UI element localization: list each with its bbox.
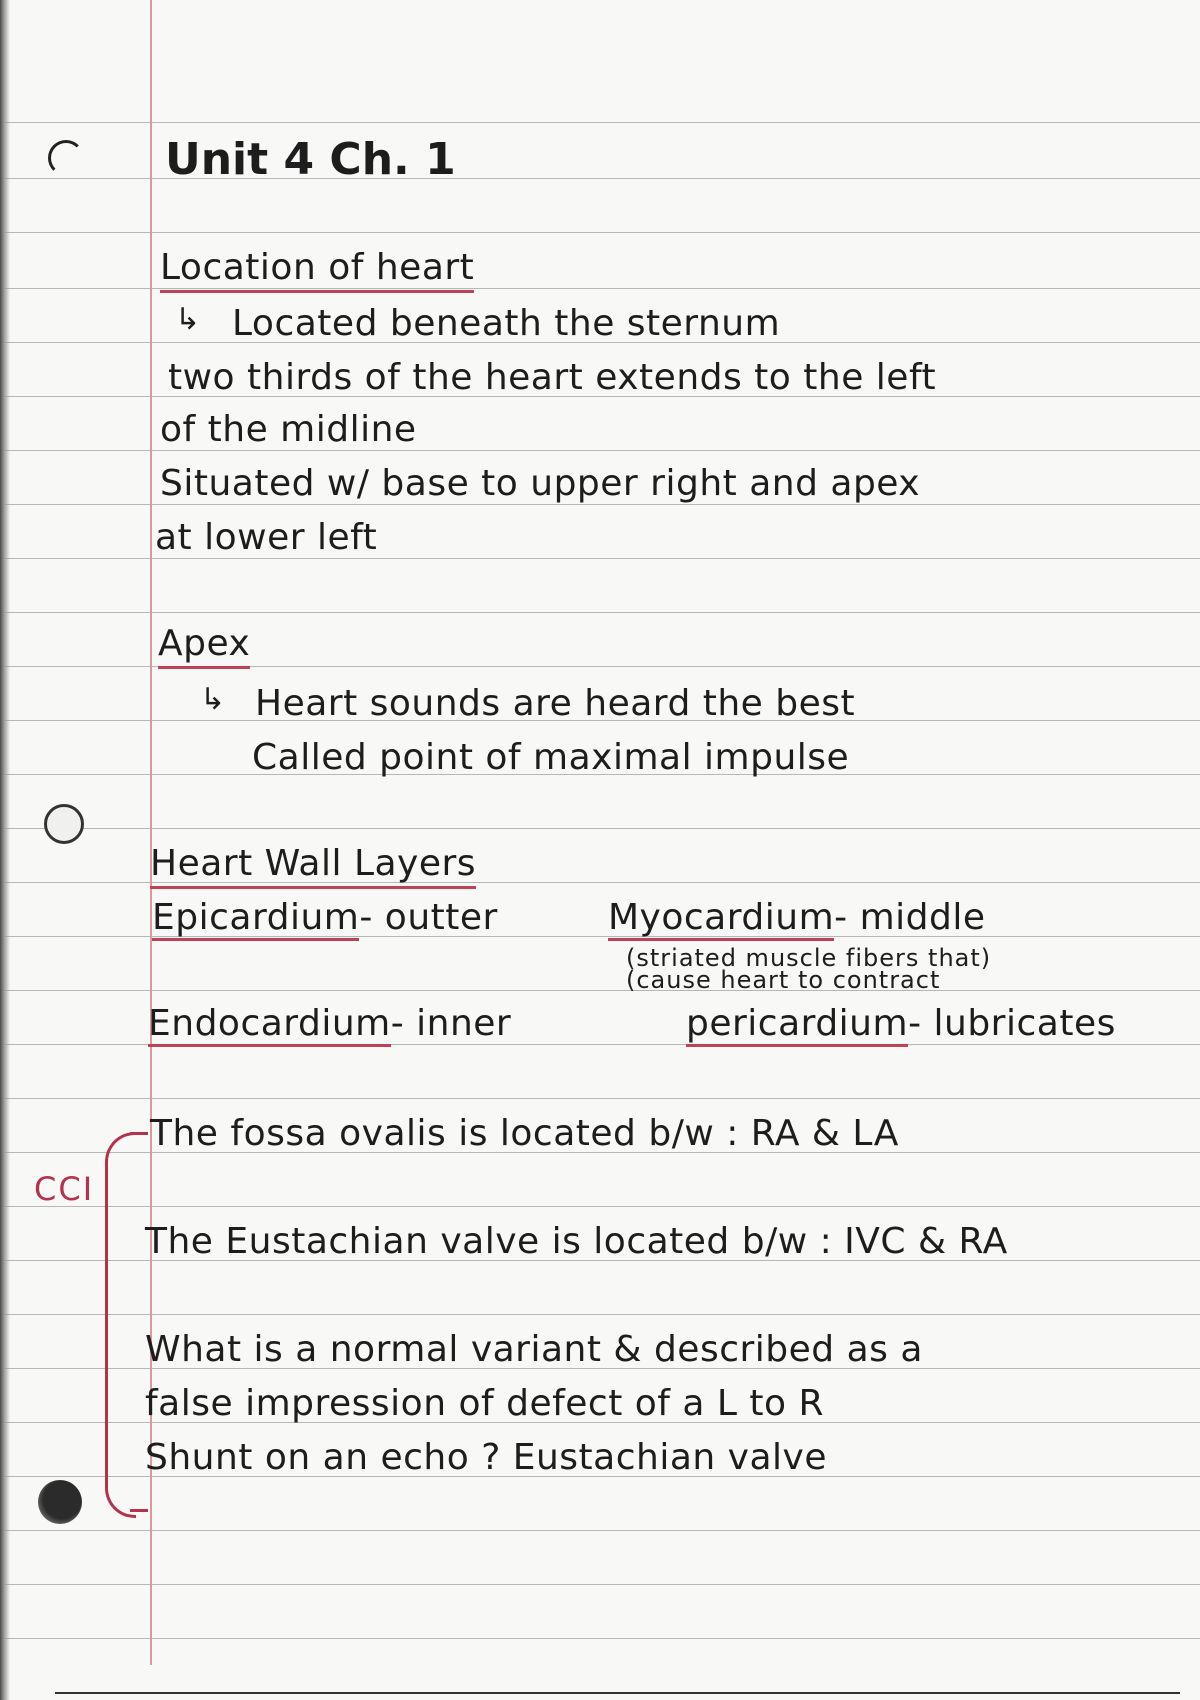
myocardium-note: (cause heart to contract [626, 966, 941, 994]
binder-hole [44, 804, 84, 844]
layer-myocardium [608, 898, 986, 938]
page-edge-shadow [0, 0, 10, 1700]
ruled-line [0, 1584, 1200, 1585]
note-line: Situated w/ base to upper right and apex [160, 463, 921, 504]
binder-hole [38, 1480, 82, 1524]
page-title: Unit 4 Ch. 1 [165, 134, 456, 185]
section-heading-layers: Heart Wall Layers [150, 844, 476, 889]
term-epicardium: Epicardium [152, 897, 359, 941]
cci-question: false impression of defect of a L to R [145, 1383, 825, 1424]
myocardium-note: (striated muscle fibers that) [626, 944, 992, 972]
desc-pericardium: - lubricates [908, 1003, 1116, 1044]
note-line: of the midline [160, 409, 417, 450]
page-bottom-edge [55, 1692, 1180, 1694]
cci-label: CCI [34, 1170, 95, 1208]
ruled-line [0, 612, 1200, 613]
note-line: Heart sounds are heard the best [255, 683, 856, 724]
ruled-line [0, 990, 1200, 991]
ruled-line [0, 1638, 1200, 1639]
ruled-line [0, 450, 1200, 451]
ruled-line [0, 1098, 1200, 1099]
binder-hole [48, 140, 84, 176]
bracket-tick [130, 1509, 148, 1512]
ruled-line [0, 1314, 1200, 1315]
ruled-line [0, 122, 1200, 123]
ruled-line [0, 1206, 1200, 1207]
cci-question: Shunt on an echo ? Eustachian valve [145, 1437, 827, 1478]
section-heading-apex: Apex [158, 624, 250, 669]
cci-question: The fossa ovalis is located b/w : RA & LA [150, 1113, 899, 1154]
desc-endocardium: - inner [390, 1003, 512, 1044]
cci-bracket [105, 1132, 136, 1518]
term-pericardium: pericardium [686, 1003, 908, 1047]
desc-epicardium: - outter [359, 897, 498, 938]
layer-epicardium [152, 898, 498, 938]
section-heading-location: Location of heart [160, 248, 474, 293]
note-line: at lower left [155, 517, 378, 558]
note-line: Located beneath the sternum [232, 303, 781, 344]
term-endocardium: Endocardium [148, 1003, 391, 1047]
arrow-icon: ↳ [175, 302, 201, 337]
bracket-tick [130, 1132, 148, 1135]
cci-question: The Eustachian valve is located b/w : IVC & RA [145, 1221, 1008, 1262]
ruled-line [0, 558, 1200, 559]
desc-myocardium: - middle [834, 897, 986, 938]
layer-endocardium [148, 1004, 511, 1044]
cci-question: What is a normal variant & described as a [145, 1329, 923, 1370]
arrow-icon: ↳ [200, 682, 226, 717]
term-myocardium: Myocardium [608, 897, 834, 941]
ruled-line [0, 828, 1200, 829]
note-line: two thirds of the heart extends to the left [168, 357, 937, 398]
ruled-line [0, 232, 1200, 233]
ruled-line [0, 1530, 1200, 1531]
note-line: Called point of maximal impulse [252, 737, 850, 778]
ruled-line [0, 504, 1200, 505]
layer-pericardium [686, 1004, 1116, 1044]
